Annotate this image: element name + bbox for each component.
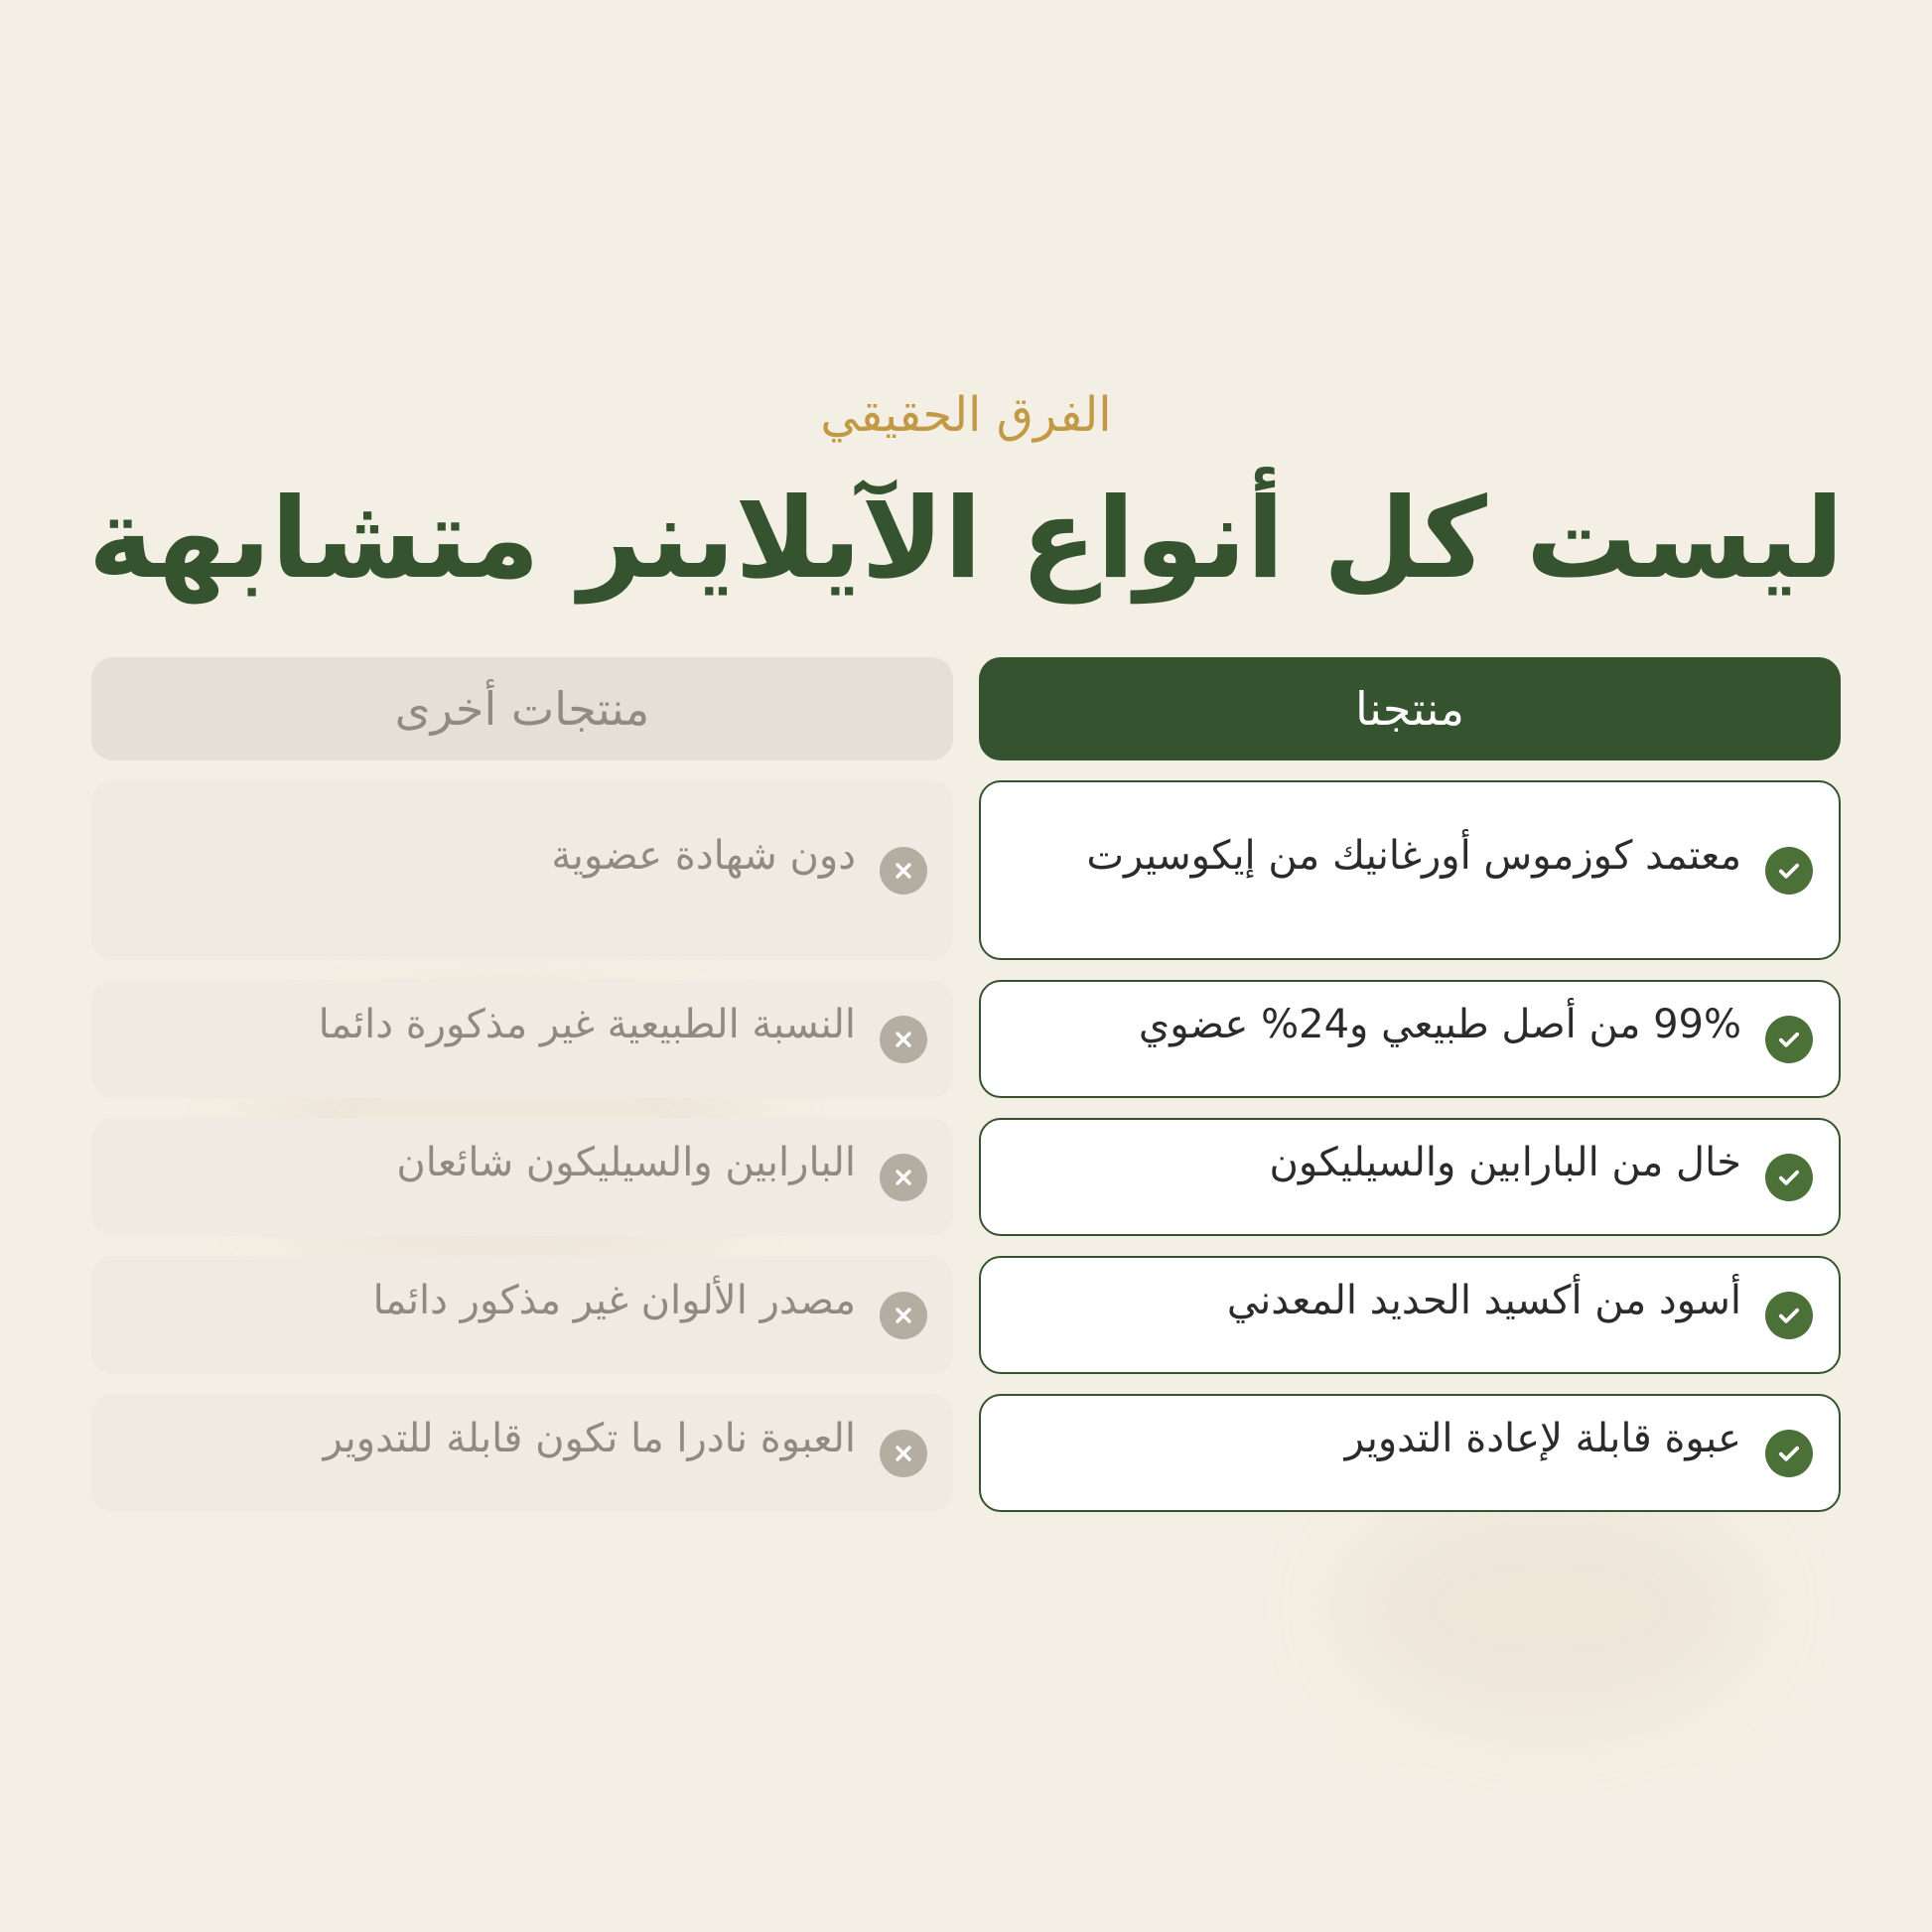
others-row-text: العبوة نادرا ما تكون قابلة للتدوير — [323, 1415, 856, 1461]
ours-row — [979, 1118, 1841, 1236]
check-circle-icon — [1765, 847, 1813, 895]
ours-row — [979, 780, 1841, 960]
background-decoration — [1340, 1489, 1757, 1727]
others-row-text: النسبة الطبيعية غير مذكورة دائما — [318, 1001, 856, 1047]
others-row-text: البارابين والسيليكون شائعان — [396, 1139, 856, 1185]
others-row — [91, 1118, 953, 1236]
page-title: ليست كل أنواع الآيلاينر متشابهة — [87, 475, 1845, 604]
others-row — [91, 1256, 953, 1374]
check-circle-icon — [1765, 1154, 1813, 1201]
x-circle-icon — [880, 847, 927, 895]
x-circle-icon — [880, 1430, 927, 1477]
ours-row-text: عبوة قابلة لإعادة التدوير — [1344, 1415, 1741, 1461]
column-header-ours — [979, 657, 1841, 760]
check-circle-icon — [1765, 1430, 1813, 1477]
column-header-others-label: منتجات أخرى — [394, 682, 650, 736]
check-circle-icon — [1765, 1292, 1813, 1339]
x-circle-icon — [880, 1016, 927, 1063]
others-row — [91, 1394, 953, 1512]
eyebrow-label: الفرق الحقيقي — [820, 387, 1112, 443]
column-header-ours-label: منتجنا — [1355, 682, 1464, 736]
check-circle-icon — [1765, 1016, 1813, 1063]
ours-row-text: معتمد كوزموس أورغانيك من إيكوسيرت — [1086, 832, 1741, 879]
others-row-text: مصدر الألوان غير مذكور دائما — [372, 1277, 856, 1323]
others-row — [91, 780, 953, 960]
x-circle-icon — [880, 1292, 927, 1339]
ours-row-text: 99% من أصل طبيعي و24% عضوي — [1138, 1001, 1741, 1047]
column-header-others — [91, 657, 953, 760]
x-circle-icon — [880, 1154, 927, 1201]
ours-row — [979, 1394, 1841, 1512]
ours-row — [979, 980, 1841, 1098]
ours-row-text: أسود من أكسيد الحديد المعدني — [1226, 1277, 1741, 1323]
others-row — [91, 980, 953, 1098]
ours-row-text: خال من البارابين والسيليكون — [1269, 1139, 1741, 1185]
others-row-text: دون شهادة عضوية — [551, 832, 856, 879]
ours-row — [979, 1256, 1841, 1374]
